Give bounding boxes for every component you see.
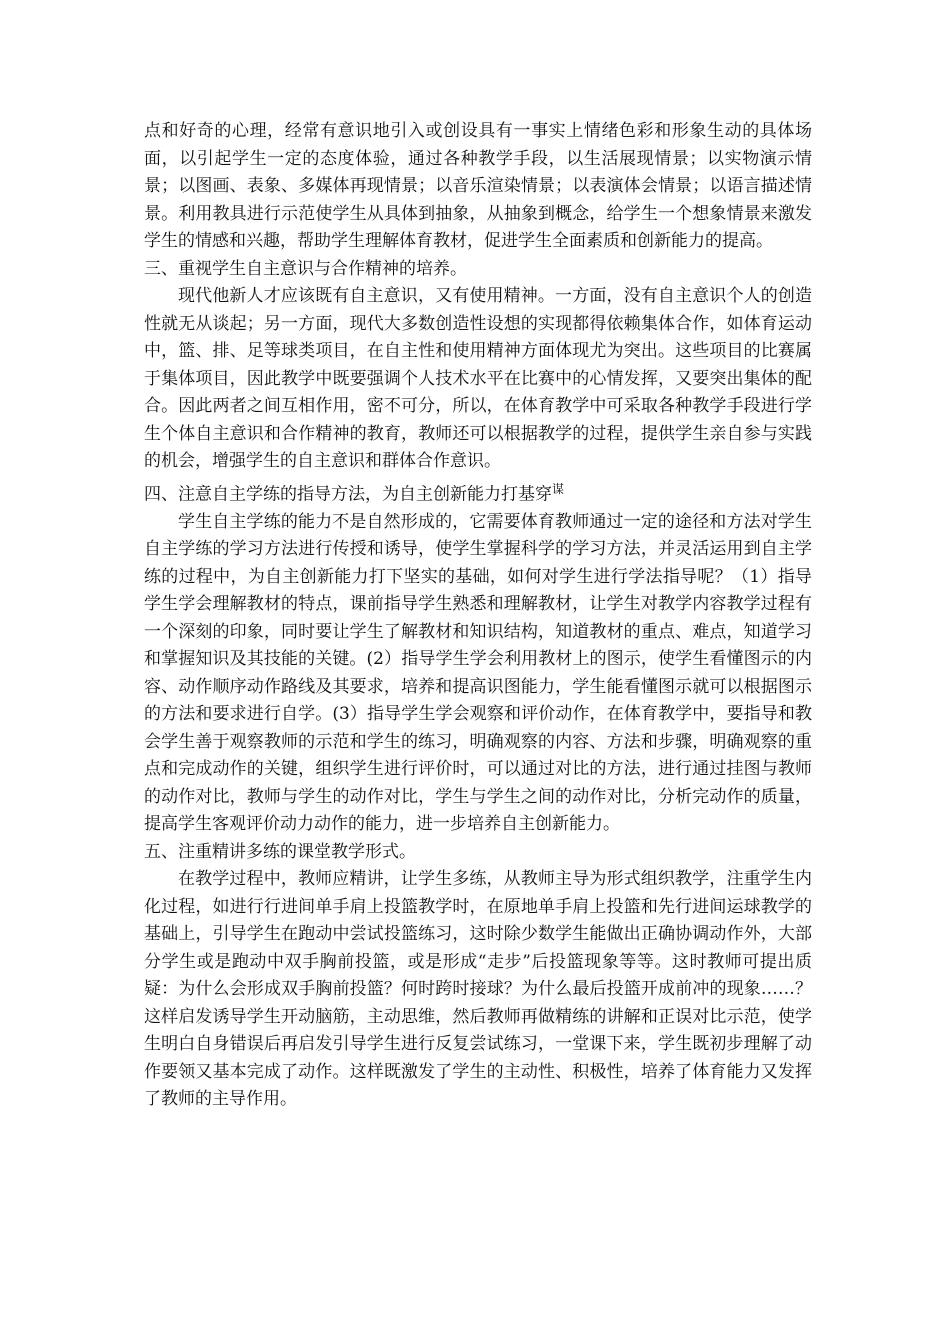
- paragraph-section-3: 现代他新人才应该既有自主意识，又有使用精神。一方面，没有自主意识个人的创造性就无从谈起；另一方面，现代大多数创造性设想的实现都得依赖集体合作，如体育运动中，篮、排、足等球类项目，在自主性和使用精神方面体现尤为突出。这些项目的比赛属于集体项目，因此教学中既要强调个人技术水平在比赛中的心情发挥，又要突出集体的配合。因此两者之间互相作用，密不可分，所以，在体育教学中可采取各种教学手段进行学生个体自主意识和合作精神的教育，教师还可以根据教学的过程，提供学生亲自参与实践的机会，增强学生的自主意识和群体合作意识。: [144, 286, 812, 471]
- paragraph-section-4: 学生自主学练的能力不是自然形成的，它需要体育教师通过一定的途径和方法对学生自主学练的学习方法进行传授和诱导，使学生掌握科学的学习方法，并灵活运用到自主学练的过程中，为自主创新能力打下坚实的基础，如何对学生进行学法指导呢？（1）指导学生学会理解教材的特点，课前指导学生熟悉和理解教材，让学生对教学内容教学过程有一个深刻的印象，同时要让学生了解教材和知识结构，知道教材的重点、难点，知道学习和掌握知识及其技能的关键。(2）指导学生学会利用教材上的图示，使学生看懂图示的内容、动作顺序动作路线及其要求，培养和提高识图能力，学生能看懂图示就可以根据图示的方法和要求进行自学。(3）指导学生学会观察和评价动作，在体育教学中，要指导和教会学生善于观察教师的示范和学生的练习，明确观察的内容、方法和步骤，明确观察的重点和完成动作的关键，组织学生进行评价时，可以通过对比的方法，进行通过挂图与教师的动作对比，教师与学生的动作对比，学生与学生之间的动作对比，分析完动作的质量，提高学生客观评价动力动作的能力，进一步培养自主创新能力。: [144, 511, 812, 835]
- document-page: [144, 118, 812, 1114]
- heading-section-4-text: 四、注意自主学练的指导方法，为自主创新能力打基穿: [144, 484, 552, 505]
- heading-section-4-tail: 谋: [552, 481, 565, 496]
- heading-section-3: 三、重视学生自主意识与合作精神的培养。: [144, 258, 467, 279]
- paragraph-section-5: 在教学过程中，教师应精讲，让学生多练，从教师主导为形式组织教学，注重学生内化过程，如进行行进间单手肩上投篮教学时，在原地单手肩上投篮和先行进间运球教学的基础上，引导学生在跑动中尝试投篮练习，这时除少数学生能做出正确协调动作外，大部分学生或是跑动中双手胸前投篮，或是形成“走步”后投篮现象等等。这时教师可提出质疑：为什么会形成双手胸前投篮？何时跨时接球？为什么最后投篮开成前冲的现象……？这样启发诱导学生开动脑筋，主动思维，然后教师再做精练的讲解和正误对比示范，使学生明白自身错误后再启发引导学生进行反复尝试练习，一堂课下来，学生既初步理解了动作要领又基本完成了动作。这样既激发了学生的主动性、积极性，培养了体育能力又发挥了教师的主导作用。: [144, 869, 812, 1110]
- heading-section-5: 五、注重精讲多练的课堂教学形式。: [144, 841, 416, 862]
- heading-section-4: [144, 476, 812, 509]
- paragraph-intro: 点和好奇的心理，经常有意识地引入或创设具有一事实上情绪色彩和形象生动的具体场面，以引起学生一定的态度体验，通过各种教学手段，以生活展现情景；以实物演示情景；以图画、表象、多媒体再现情景；以音乐渲染情景；以表演体会情景；以语言描述情景。利用教具进行示范使学生从具体到抽象，从抽象到概念，给学生一个想象情景来激发学生的情感和兴趣，帮助学生理解体育教材，促进学生全面素质和创新能力的提高。: [144, 121, 812, 251]
